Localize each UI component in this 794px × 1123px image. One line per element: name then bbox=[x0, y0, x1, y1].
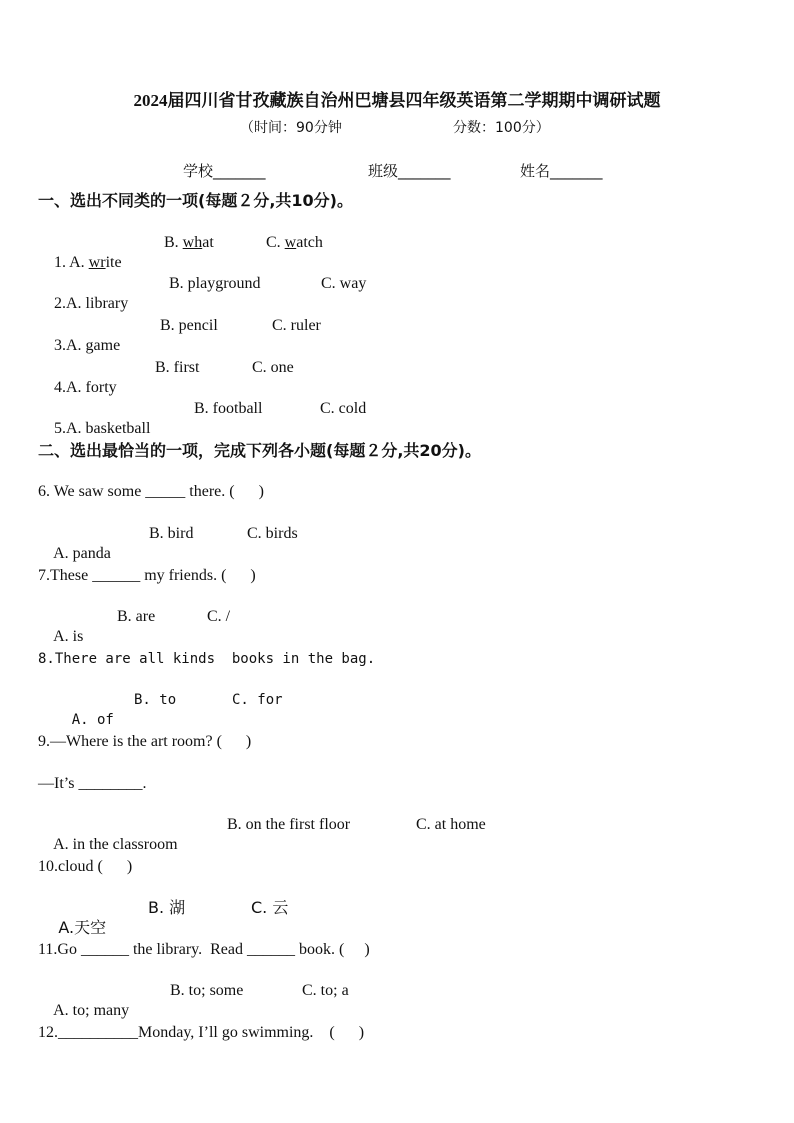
q8-option-a: A. of bbox=[71, 712, 114, 728]
q1-a-rest: ite bbox=[105, 254, 122, 271]
question-7-stem: 7.These ______ my friends. ( ) bbox=[38, 567, 256, 584]
exam-time: （时间：90分钟 bbox=[240, 120, 342, 136]
name-field: 姓名_______ bbox=[520, 162, 603, 180]
q2-option-b: B. playground bbox=[169, 275, 261, 292]
q11-option-c: C. to; a bbox=[302, 982, 349, 999]
q7-option-c: C. / bbox=[207, 608, 231, 625]
q11-option-b: B. to; some bbox=[170, 982, 244, 999]
q10-option-c: C. 云 bbox=[251, 898, 289, 917]
q1-option-c: C. watch bbox=[266, 234, 323, 251]
q10-option-a: A.天空 bbox=[58, 918, 107, 937]
q9-option-b: B. on the first floor bbox=[227, 816, 351, 833]
q6-option-b: B. bird bbox=[149, 525, 194, 542]
q8-option-c: C. for bbox=[232, 692, 283, 708]
question-9-reply: —It’s ________. bbox=[38, 775, 147, 792]
class-field: 班级_______ bbox=[368, 162, 451, 180]
q2-option-c: C. way bbox=[321, 275, 367, 292]
q1-option-b: B. what bbox=[164, 234, 214, 251]
q5-option-b: B. football bbox=[194, 400, 263, 417]
q4-option-b: B. first bbox=[155, 359, 200, 376]
school-field: 学校_______ bbox=[183, 162, 266, 180]
question-11-stem: 11.Go ______ the library. Read ______ book. ( ) bbox=[38, 941, 370, 958]
q5-option-a: 5.A. basketball bbox=[54, 420, 151, 437]
question-10-stem: 10.cloud ( ) bbox=[38, 858, 133, 875]
question-12-stem: 12.__________Monday, I’ll go swimming. ( ) bbox=[38, 1024, 365, 1041]
exam-title: 2024届四川省甘孜藏族自治州巴塘县四年级英语第二学期期中调研试题 bbox=[133, 91, 661, 110]
question-8-stem: 8.There are all kinds books in the bag. bbox=[38, 651, 376, 667]
question-9-stem: 9.—Where is the art room? ( ) bbox=[38, 733, 252, 750]
q11-option-a: A. to; many bbox=[53, 1002, 130, 1019]
q3-option-a: 3.A. game bbox=[54, 337, 121, 354]
q9-option-c: C. at home bbox=[416, 816, 486, 833]
exam-score: 分数：100分） bbox=[453, 120, 550, 136]
q9-option-a: A. in the classroom bbox=[53, 836, 178, 853]
q5-option-c: C. cold bbox=[320, 400, 367, 417]
q6-option-a: A. panda bbox=[53, 545, 111, 562]
q3-option-b: B. pencil bbox=[160, 317, 218, 334]
q7-option-b: B. are bbox=[117, 608, 156, 625]
q1-number-a: 1. A. bbox=[54, 254, 89, 271]
q4-option-c: C. one bbox=[252, 359, 294, 376]
q10-option-b: B. 湖 bbox=[148, 898, 186, 917]
question-6-stem: 6. We saw some _____ there. ( ) bbox=[38, 483, 264, 500]
section-2-heading: 二、选出最恰当的一项，完成下列各小题(每题２分,共20分)。 bbox=[38, 441, 481, 460]
q3-option-c: C. ruler bbox=[272, 317, 321, 334]
section-1-heading: 一、选出不同类的一项(每题２分,共10分)。 bbox=[38, 191, 353, 210]
q2-option-a: 2.A. library bbox=[54, 295, 129, 312]
q6-option-c: C. birds bbox=[247, 525, 298, 542]
q4-option-a: 4.A. forty bbox=[54, 379, 117, 396]
q7-option-a: A. is bbox=[53, 628, 84, 645]
q1-a-underlined: wr bbox=[88, 254, 106, 271]
q8-option-b: B. to bbox=[134, 692, 177, 708]
